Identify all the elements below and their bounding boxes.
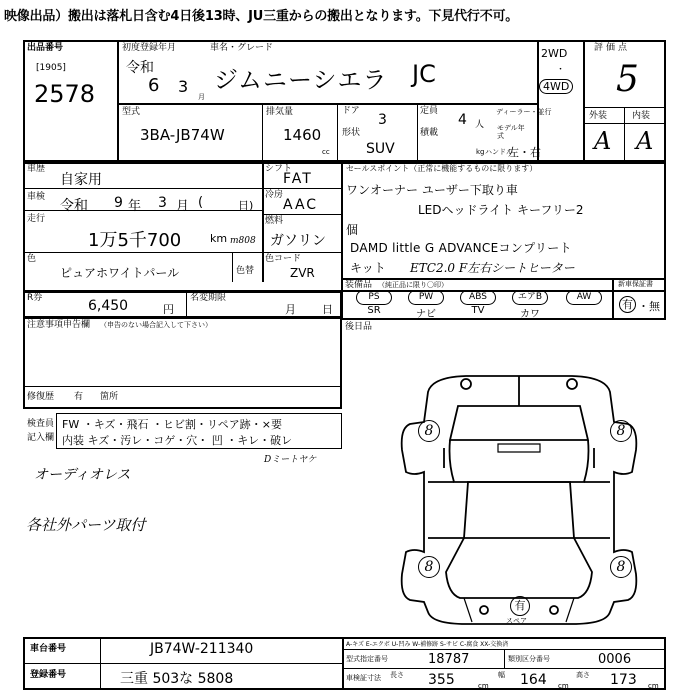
interior-label: 内装 [632,111,651,121]
model-name-label: 車名・グレード [210,43,274,53]
selling-point-4: DAMD little G ADVANCEコンプリート [350,241,572,255]
fuel-label: 燃料 [265,216,284,226]
height-label: 高さ [576,671,590,679]
drive-2wd: 2WD [541,47,568,60]
model-code: 3BA-JB74W [140,126,225,144]
post-inspection-label: 後日品 [345,322,373,332]
selling-point-2: LEDヘッドライト キーフリー2 [418,203,584,217]
score-label: 評価点 [594,43,631,53]
aircon-value: AAC [283,197,319,213]
exterior-label: 外装 [589,111,608,121]
load-unit: kg [476,148,485,156]
color-value: ピュアホワイトパール [60,266,180,280]
plate-label: 登録番号 [30,670,67,680]
handle-value: 左・右 [508,146,541,159]
type-cert-label: 型式指定番号 [346,655,388,663]
selling-point-5: キット [350,261,386,275]
diagram-legend: A-キズ E-エクボ U-凹み W-補修跡 S-サビ C-腐食 XX-交換済 [346,641,509,648]
dimensions-label: 車検証寸法 [346,674,381,682]
displacement-value: 1460 [283,126,322,144]
type-cert-value: 18787 [428,652,470,667]
handle-label: ハンドル [485,148,513,156]
model-code-label: 型式 [122,107,141,117]
mileage-unit: km [210,232,228,245]
warranty-yes: 有 [619,296,636,313]
inspection-year: 9 [114,195,123,211]
class-value: 0006 [598,652,632,667]
note-aftermarket-parts: 各社外パーツ取付 [26,516,146,534]
name-change-day: 日 [322,303,333,316]
mileage-note: m808 [230,236,256,246]
caution-box [23,317,342,409]
doors-label: ドア [342,106,360,116]
mileage-label: 走行 [27,214,46,224]
shape-label: 形状 [342,128,361,138]
inspection-year-label: 年 [128,199,142,214]
repair-value: 有 [74,392,84,402]
displacement-label: 排気量 [266,107,294,117]
equipment-item-bottom: SR [367,305,381,316]
mileage-value: 1万5千700 [88,230,182,251]
chassis-value: JB74W-211340 [150,641,254,657]
exterior-score: A [594,127,612,155]
height-unit: cm [648,682,659,690]
wheel-mark-fl: 8 [418,420,440,442]
dealer-label: ディーラー・並行 [496,108,552,116]
width-label: 幅 [498,671,505,679]
drive-4wd: 4WD [539,79,573,94]
registration-label: 初度登録年月 [122,43,177,53]
fuel-value: ガソリン [270,233,326,249]
spare-mark: 有 [510,596,530,616]
equipment-item-bottom: カワ [520,309,540,320]
lot-number: 2578 [34,80,96,108]
selling-point-1: ワンオーナー ユーザー下取り車 [346,183,518,197]
lot-sub: [1905] [36,63,66,73]
length-value: 355 [428,672,455,688]
inspector-line-1: FW ・キズ・飛石 ・ヒビ割・リペア跡・×要 [62,418,282,431]
header-notice: 映像出品）搬出は落札日含む4日後13時、JU三重からの搬出となります。下見代行不可。 [4,9,519,24]
warranty-label: 新車保証書 [618,280,653,288]
inspector-label-2: 記入欄 [27,433,55,443]
shape-value: SUV [366,141,395,157]
equipment-item-top: PS [356,290,392,305]
selling-point-3: 個 [346,223,359,237]
wheel-mark-fr: 8 [610,420,632,442]
inspector-handnote: Dミートヤケ [264,455,317,465]
top-section [23,40,666,162]
equipment-note: （純正品に限り〇印） [378,281,448,289]
inspection-era: 令和 [60,198,88,214]
usage-value: 自家用 [60,172,102,188]
recycle-label: R券 [27,293,43,303]
inspection-day-label: 日) [238,199,254,212]
registration-year: 6 [148,75,160,96]
repair-label: 修復歴 [27,392,55,402]
equipment-item-top: ABS [460,290,496,305]
shift-value: FAT [283,171,313,187]
recycle-unit: 円 [163,303,174,316]
score-value: 5 [616,59,639,100]
model-year-label: モデル年式 [497,124,525,140]
height-value: 173 [610,672,637,688]
shift-label: シフト [265,164,293,174]
aircon-label: 冷房 [265,190,284,200]
length-label: 長さ [390,671,404,679]
caution-label: 注意事項申告欄 [27,320,91,330]
registration-month: 3 [178,77,189,96]
equipment-item-top: AW [566,290,602,305]
inspection-month: 3 [158,195,167,211]
capacity-unit: 人 [475,120,485,130]
length-unit: cm [478,682,489,690]
equipment-item-bottom: ナビ [416,309,436,320]
equipment-label: 装備品 [345,280,373,290]
lot-label: 出品番号 [27,43,64,53]
model-name: ジムニーシエラ [214,66,388,94]
recycle-value: 6,450 [88,298,129,314]
inspector-line-2: 内装 キズ・汚レ・コゲ・穴・ 凹 ・キレ・破レ [62,434,293,447]
inspection-month-label: 月 [176,199,190,214]
equipment-item-bottom: TV [471,305,485,316]
spare-label: スペア [506,617,527,625]
plate-value: 三重 503な 5808 [120,671,234,687]
color-code-label: 色コード [265,254,302,264]
chassis-label: 車台番号 [30,644,67,654]
registration-month-unit: 月 [198,93,205,101]
wheel-mark-rl: 8 [418,556,440,578]
name-change-label: 名変期限 [190,293,227,303]
capacity-value: 4 [458,112,467,128]
selling-points-label: セールスポイント（正常に機能するものに限ります） [346,164,538,173]
capacity-label: 定員 [420,106,439,116]
name-change-month: 月 [285,303,296,316]
wheel-mark-rr: 8 [610,556,632,578]
usage-label: 車歴 [27,164,46,174]
doors-value: 3 [378,112,387,128]
width-unit: cm [558,682,569,690]
interior-score: A [636,127,654,155]
model-grade: JC [412,60,436,88]
note-audio-less: オーディオレス [34,467,131,483]
inspection-paren: ( [198,195,204,210]
caution-note: （申告のない場合記入して下さい） [100,321,212,329]
width-value: 164 [520,672,547,688]
color-label: 色 [27,254,37,264]
inspection-label: 車検 [27,192,46,202]
selling-point-handwritten: ETC2.0 F左右シートヒーター [410,261,575,275]
car-damage-diagram [388,362,650,632]
color-code: ZVR [290,266,315,280]
color-change-label: 色替 [236,266,255,276]
warranty-no: ・無 [638,300,660,313]
class-label: 類別区分番号 [508,655,550,663]
load-label: 積載 [420,128,439,138]
equipment-item-top: エアB [512,290,548,305]
registration-era: 令和 [126,60,154,76]
displacement-unit: cc [322,148,330,156]
repair-unit: 箇所 [100,392,119,402]
inspector-label-1: 検査員 [27,419,55,429]
equipment-item-top: PW [408,290,444,305]
